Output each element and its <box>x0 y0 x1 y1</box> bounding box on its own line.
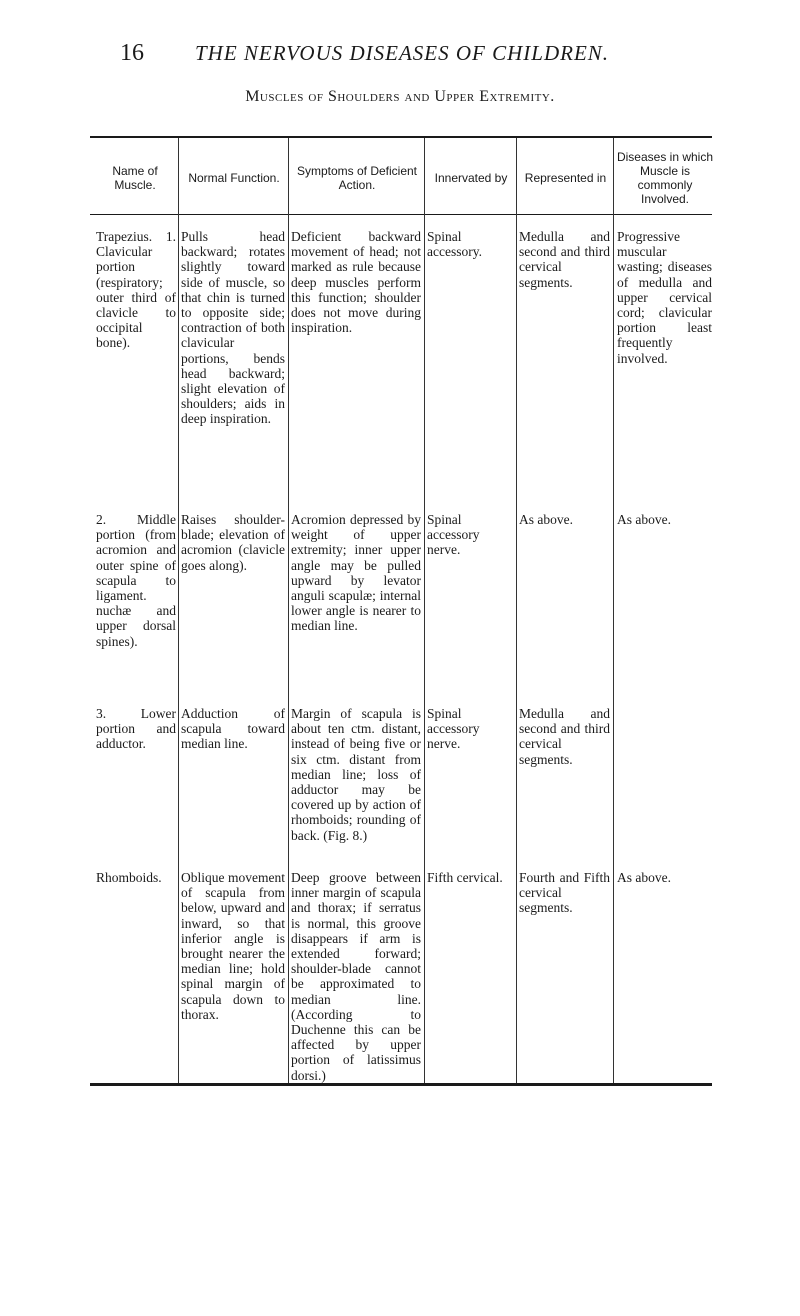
muscle-name: Rhomboids. <box>96 870 162 885</box>
normal-function: Oblique movement of scapula from below, upward and inward, so that inferior angle is brought nearer the median line; hold spinal margin of scapula down to thorax. <box>181 870 285 1022</box>
page-number: 16 <box>120 40 144 66</box>
deficient-symptoms: Deficient backward movement of head; not marked as rule because deep muscles perform this function; shoulder does not move during inspiration. <box>291 229 421 336</box>
header-function: Normal Function. <box>188 171 280 185</box>
deficient-symptoms: Deep groove between inner margin of scapula and thorax; if serratus is normal, this groove disappears if arm is extended forward; shoulder-blade cannot be approximated to median line. (According to Duchenne this can be affected by upper portion of latissimus dorsi.) <box>291 870 421 1083</box>
table-bottom-rule <box>90 1083 712 1086</box>
column-divider <box>613 138 614 1083</box>
representation: As above. <box>519 512 573 527</box>
diseases: Progressive muscular wasting; diseases of medulla and upper cervical cord; clavicular portion least frequently involved. <box>617 229 712 366</box>
normal-function: Adduction of scapula toward median line. <box>181 706 285 752</box>
book-title: THE NERVOUS DISEASES OF CHILDREN. <box>195 41 610 65</box>
running-head <box>0 38 800 68</box>
deficient-symptoms: Acromion depressed by weight of upper extremity; inner upper angle may be pulled upward by levator anguli scapulæ; internal lower angle is nearer to median line. <box>291 512 421 634</box>
muscle-name: 2. Middle portion (from acromion and outer spine of scapula to ligament. nuchæ and upper dorsal spines). <box>96 512 176 649</box>
table-title: Muscles of Shoulders and Upper Extremity. <box>245 88 555 105</box>
innervation: Spinal accessory nerve. <box>427 706 480 752</box>
muscle-name: 3. Lower portion and adductor. <box>96 706 176 752</box>
innervation: Spinal accessory nerve. <box>427 512 480 558</box>
header-innervated: Innervated by <box>434 171 508 185</box>
column-divider <box>516 138 517 1083</box>
normal-function: Raises shoulder-blade; elevation of acromion (clavicle goes along). <box>181 512 285 573</box>
header-diseases: Diseases in which Muscle is commonly Involved. <box>616 150 714 206</box>
header-name: Name of Muscle. <box>112 164 158 192</box>
innervation: Fifth cervical. <box>427 870 503 885</box>
normal-function: Pulls head backward; rotates slightly toward side of muscle, so that chin is turned to opposite side; contraction of both clavicular portions, bends head backward; slight elevation of shoulders; aids in deep inspiration. <box>181 229 285 427</box>
muscle-name: Trapezius. 1. Clavicular portion (respiratory; outer third of clavicle to occipital bone). <box>96 229 176 351</box>
representation: Medulla and second and third cervical segments. <box>519 229 610 290</box>
header-rule <box>90 214 712 215</box>
column-divider <box>424 138 425 1083</box>
innervation: Spinal accessory. <box>427 229 482 260</box>
diseases: As above. <box>617 870 671 885</box>
table-top-rule <box>90 136 712 138</box>
deficient-symptoms: Margin of scapula is about ten ctm. distant, instead of being five or six ctm. distant from median line; loss of adductor may be covered up by action of rhomboids; rounding of back. (Fig. 8.) <box>291 706 421 843</box>
column-divider <box>178 138 179 1083</box>
diseases: As above. <box>617 512 671 527</box>
header-represented: Represented in <box>524 171 607 185</box>
header-symptoms: Symptoms of Deficient Action. <box>296 164 418 192</box>
representation: Fourth and Fifth cervical segments. <box>519 870 610 916</box>
column-divider <box>288 138 289 1083</box>
representation: Medulla and second and third cervical segments. <box>519 706 610 767</box>
